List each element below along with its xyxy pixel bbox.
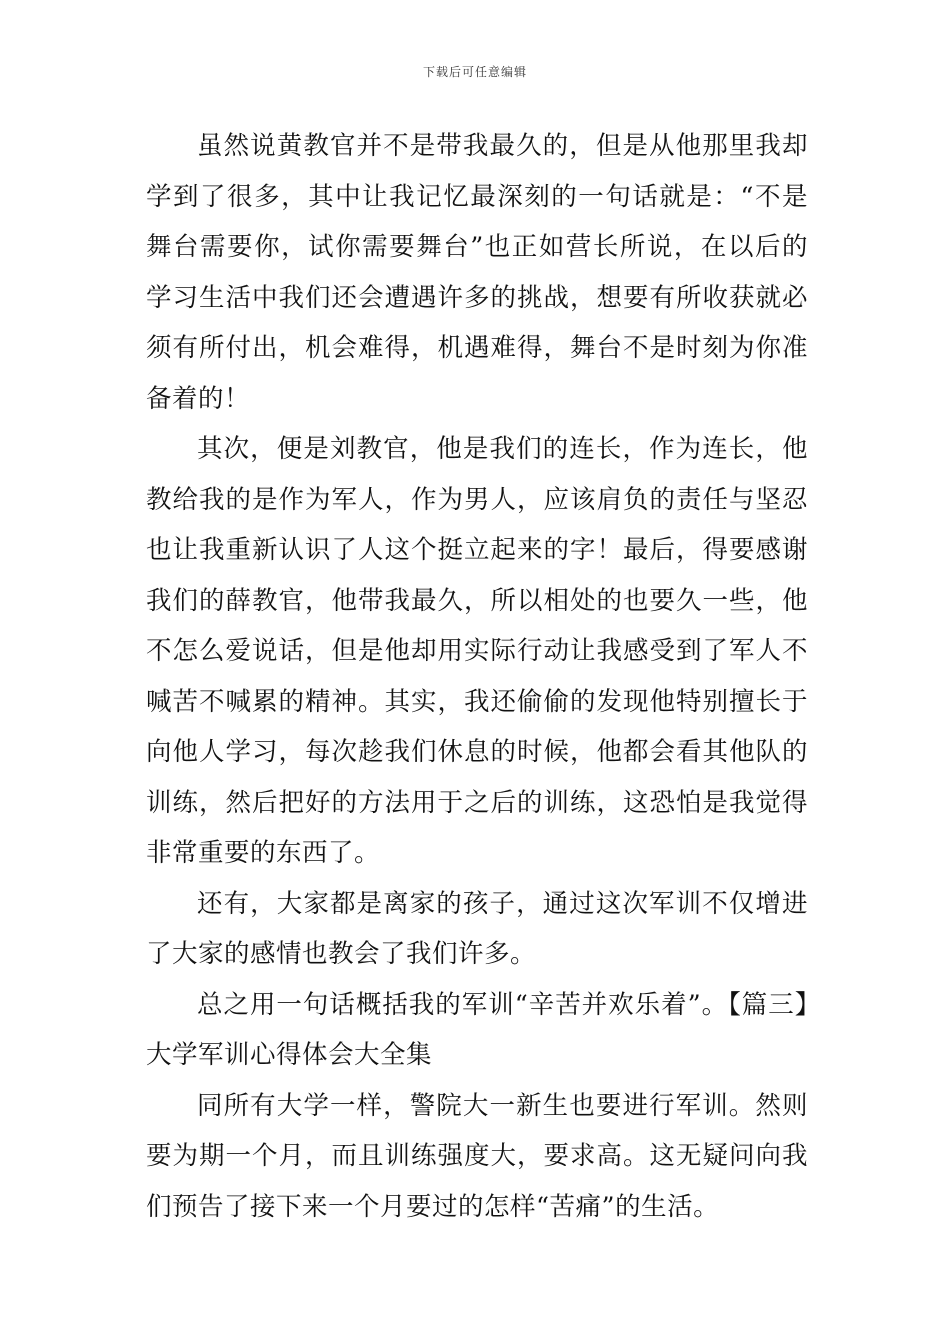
paragraph-4: 总之用一句话概括我的军训“辛苦并欢乐着”。【篇三】大学军训心得体会大全集 [146, 989, 808, 1070]
document-body [146, 121, 808, 1232]
page-header: 下载后可任意编辑 [422, 65, 527, 79]
paragraph-2: 其次，便是刘教官，他是我们的连长，作为连长，他教给我的是作为军人，作为男人，应该肩负的责任与坚忍也让我重新认识了人这个挺立起来的字！最后，得要感谢我们的薛教官，他带我最久，所以相处的也要久一些，他不怎么爱说话，但是他却用实际行动让我感受到了军人不喊苦不喊累的精神。其实，我还偷偷的发现他特别擅长于向他人学习，每次趁我们休息的时候，他都会看其他队的训练，然后把好的方法用于之后的训练，这恐怕是我觉得非常重要的东西了。 [146, 434, 808, 868]
paragraph-1: 虽然说黄教官并不是带我最久的，但是从他那里我却学到了很多，其中让我记忆最深刻的一句话就是：“不是舞台需要你，试你需要舞台”也正如营长所说，在以后的学习生活中我们还会遭遇许多的挑战，想要有所收获就必须有所付出，机会难得，机遇难得，舞台不是时刻为你准备着的！ [146, 131, 808, 414]
paragraph-5: 同所有大学一样，警院大一新生也要进行军训。然则要为期一个月，而且训练强度大，要求高。这无疑问向我们预告了接下来一个月要过的怎样“苦痛”的生活。 [146, 1090, 808, 1222]
paragraph-3: 还有，大家都是离家的孩子，通过这次军训不仅增进了大家的感情也教会了我们许多。 [146, 888, 808, 969]
